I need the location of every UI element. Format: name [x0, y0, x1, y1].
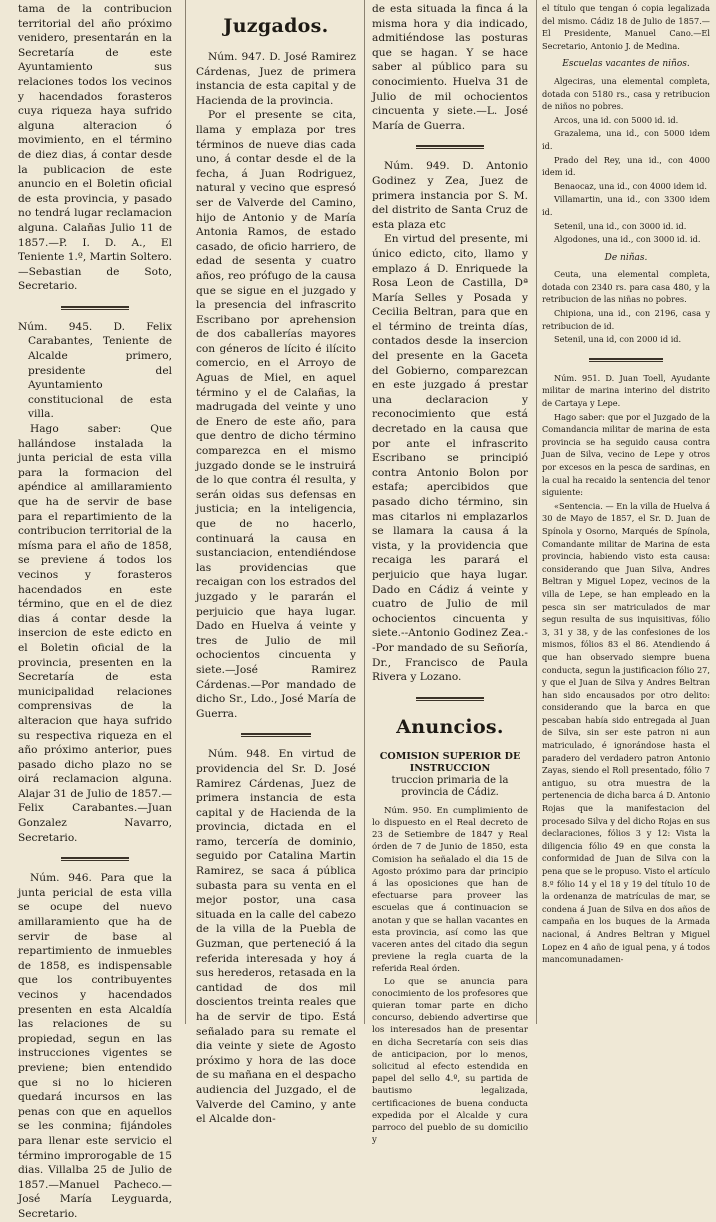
list-item: Prado del Rey, una id., con 4000 idem id.	[542, 154, 710, 178]
notice-947-body: Por el presente se cita, llama y emplaza por tres términos de nueve dias cada uno, á contar desde el de la fecha, á Juan Rodriguez, natural y vecino que espresó ser de Valverde del Camino, hijo de Antonio y de María Antonia Ramos, de estado casado, de oficio harriero, de edad de sesenta y cuatro años, reo prófugo de la causa que se sigue en el juzgado y la presencia del infrascrito Escribano por aprehension de dos caballerías mayores con géneros de lícito é ilícito comercio, en el Arroyo de Aguas de Miel, en aquel término y el de Calañas, la madrugada del veinte y uno de Enero de este año, para que dentro de dicho término comparezca en el mismo juzgado donde se le instruirá de lo que contra él resulta, y serán oidas sus defensas en justicia; en la inteligencia, que de no hacerlo, continuará la causa en sustanciacion, entendiéndose las providencias que recaigan con los estrados del juzgado y le pararán el perjuicio que haya lugar. Dado en Huelva á veinte y tres de Julio de mil ochocientos cincuenta y siete.—José Ramirez Cárdenas.—Por mandado de dicho Sr., Ldo., José María de Guerra.	[196, 109, 356, 720]
column-1	[18, 0, 172, 1220]
section-heading-juzgados: Juzgados.	[223, 15, 329, 37]
column-3	[372, 0, 528, 1146]
column-rule	[364, 0, 365, 1024]
list-item: Chipiona, una id., con 2196, casa y retribucion de id.	[542, 308, 710, 331]
list-item: Benaocaz, una id., con 4000 idem id.	[554, 180, 707, 191]
schools-girls-heading: De niñas.	[604, 252, 648, 263]
section-separator	[61, 857, 129, 861]
list-item: Setenil, una id., con 3000 id. id.	[554, 220, 687, 231]
notice-948: Núm. 948. En virtud de providencia del Sr. D. José Ramirez Cárdenas, Juez de primera instancia de esta capital y de Hacienda de la provincia, dictada en el ramo, tercería de dominio, seguido por Catalina Martin Ramirez, se saca á pública subasta para su venta en el mejor postor, una casa situada en la calle del cabezo de la villa de la Puebla de Guzman, que perteneció á la referida interesada y hoy á sus herederos, retasada en la cantidad de dos mil doscientos treinta reales que ha de servir de tipo. Está señalado para su remate el dia veinte y siete de Agosto próximo y hora de las doce de su mañana en el despacho audiencia del Juzgado, el de Valverde del Camino, y ante el Alcalde don-	[196, 748, 356, 1126]
column-rule	[185, 0, 186, 1024]
schools-girls-list	[542, 268, 710, 346]
notice-949-heading: Núm. 949. D. Antonio Godinez y Zea, Juez de primera instancia por S. M. del distrito de Santa Cruz de esta plaza etc	[372, 160, 528, 231]
notice-951-heading: Núm. 951. D. Juan Toell, Ayudante militar de marina interino del distrito de Cartaya y Lepe.	[542, 372, 710, 409]
notice-945-body: Hago saber: Que hallándose instalada la junta pericial de esta villa para la formacion del apéndice al amillaramiento que ha de servir de base para el repartimiento de la contribucion territorial de la mísma para el año de 1858, se previene á todos los vecinos y forasteros hacendados en este término, que en el de diez dias á contar desde la insercion de este edicto en el Boletin oficial de la provincia, presenten en la Secretaría de esta municipalidad relaciones comprensivas de la alteracion que haya sufrido su respectiva riqueza en el año próximo anterior, pues pasado dicho plazo no se oirá reclamacion alguna. Alajar 31 de Julio de 1857.—Felix Carabantes.—Juan Gonzalez Navarro, Secretario.	[18, 423, 172, 844]
column-rule	[536, 0, 537, 1024]
section-heading-anuncios: Anuncios.	[396, 715, 504, 738]
list-item: Arcos, una id. con 5000 id. id.	[554, 114, 679, 125]
list-item: Algodones, una id., con 3000 id. id.	[554, 234, 701, 245]
comision-subtitle: truccion primaria de la provincia de Cádiz.	[391, 774, 509, 798]
notice-945-heading: Núm. 945. D. Felix Carabantes, Teniente de Alcalde primero, presidente del Ayuntamiento constitucional de esta villa.	[18, 320, 172, 421]
comision-title: COMISION SUPERIOR DE INSTRUCCION	[379, 750, 521, 774]
section-separator	[416, 145, 485, 149]
section-separator	[61, 306, 129, 310]
notice-949-body: En virtud del presente, mi único edicto, cito, llamo y emplazo á D. Enriquede la Rosa Leon de Castilla, Dª María Selles y Posada y Cecilia Beltran, para que en el término de treinta días, contados desde la insercion del presente en la Gaceta del Gobierno, comparezcan en este juzgado á prestar una declaracion y reconocimiento que está decretado en la causa que por ante el infrascrito Escribano se principió contra Antonio Bolon por estafa; apercibidos que pasado dicho término, sin mas citarlos ni emplazarlos se llamara la causa á la vista, y la providencia que recaiga les parará el perjuicio que haya lugar. Dado en Cádiz á veinte y cuatro de Julio de mil ochocientos cincuenta y siete.--Antonio Godinez Zea.--Por mandado de su Señoría, Dr., Francisco de Paula Rivera y Lozano.	[372, 233, 528, 684]
section-separator	[589, 358, 663, 362]
section-separator	[241, 733, 311, 737]
notice-950-body: Lo que se anuncia para conocimiento de los profesores que quieran tomar parte en dicho concurso, debiendo advertirse que los interesados han de presentar en dicha Secretaría con seis dias de anticipacion, por lo menos, solicitud al efecto estendida en papel del sello 4.º, su partida de bautismo legalizada, certificaciones de buena conducta expedida por el Alcalde y cura parroco del pueblo de su domicilio y	[372, 976, 528, 1146]
paragraph-continued: el título que tengan ó copia legalizada del mismo. Cádiz 18 de Julio de 1857.—El Presidente, Manuel Cano.—El Secretario, Antonio J. de Medina.	[542, 3, 710, 51]
schools-boys-heading: Escuelas vacantes de niños.	[562, 59, 690, 70]
list-item: Ceuta, una elemental completa, dotada con 2340 rs. para casa 480, y la retribucion de las niñas no pobres.	[542, 269, 710, 305]
notice-951-body: Hago saber: que por el Juzgado de la Comandancia militar de marina de esta provincia se ha seguido causa contra Juan de Silva, vecino de Lepe y otros por excesos en la pesca de sardinas, en la cual ha recaido la sentencia del tenor siguiente:	[542, 411, 710, 498]
list-item: Setenil, una id, con 2000 id id.	[554, 334, 682, 345]
notice-946: Núm. 946. Para que la junta pericial de esta villa se ocupe del nuevo amillaramiento que ha de servir de base al repartimiento de inmuebles de 1858, es indispensable que los contribuyentes vecinos y hacendados presenten en esta Alcaldía las relaciones de su propiedad, segun en las instrucciones vigentes se previene; bien entendido que si no lo hicieren quedará incursos en las penas con que en aquellos se les conmina; fijándoles para llenar este servicio el término improrogable de 15 dias. Villalba 25 de Julio de 1857.—Manuel Pacheco.—José María Leyguarda, Secretario.	[18, 872, 172, 1220]
list-item: Villamartin, una id., con 3300 idem id.	[542, 194, 710, 217]
paragraph-continued: de esta situada la finca á la misma hora y dia indicado, admitiéndose las posturas que se hagan. Y se hace saber al público para su conocimiento. Huelva 31 de Julio de mil ochocientos cincuenta y siete.—L. José María de Guerra.	[372, 3, 528, 132]
column-4	[542, 0, 710, 1024]
paragraph-continued: tama de la contribucion territorial del año próximo venidero, presentarán en la Secretaría de este Ayuntamiento sus relaciones todos los vecinos y hacendados forasteros cuya riqueza haya sufrido alguna alteracion ó movimiento, en el término de diez dias, á contar desde la publicacion de este anuncio en el Boletin oficial de esta provincia, y pasado no tendrá lugar reclamacion alguna. Calañas Julio 11 de 1857.—P. I. D. A., El Teniente 1.º, Martin Soltero.—Sebastian de Soto, Secretario.	[18, 3, 172, 293]
notice-950: Núm. 950. En cumplimiento de lo dispuesto en el Real decreto de 23 de Setiembre de 1847 y Real órden de 7 de Junio de 1850, esta Comision ha señalado el dia 15 de Agosto próximo para dar principio á las oposiciones que han de efectuarse para proveer las escuelas que á continuacion se anotan y que se hallan vacantes en esta provincia, así como las que vaceren antes del citado dia segun previene la regla cuarta de la referida Real órden.	[372, 805, 528, 975]
section-separator	[416, 697, 485, 701]
list-item: Algeciras, una elemental completa, dotada con 5180 rs., casa y retribucion de niños no pobres.	[542, 75, 710, 112]
schools-boys-list	[542, 75, 710, 246]
column-2	[196, 0, 356, 1126]
notice-951-sentence: «Sentencia. — En la villa de Huelva á 30 de Mayo de 1857, el Sr. D. Juan de Spínola y Osorno, Marqués de Spínola, Comandante militar de Marina de esta provincia, habiendo visto esta causa: considerando que Juan Silva, Andres Beltran y Miguel Lopez, vecinos de la villa de Lepe, se han empleado en la pesca sin ser matriculados de mar segun resulta de sus inquisitivas, fólio 3, 31 y 38, y de las confesiones de los mismos, fólios 83 el 86. Atendiendo á que han observado siempre buena conducta, segun la justificacion fólio 27, y que el Juan de Silva y Andres Beltran han sido encausados por otro delito: considerando que la barca en que pescaban había sido entregada al Juan de Silva, sin ser este patron ni aun matriculado, é ignorándose hasta el paradero del verdadero patron Antonio Zayas, siendo el Roll presentado, fólio 7 antiguo, su otra muestra de la pertenencia de dicha barca á D. Antonio Rojas que la manifestacion del procesado Silva y del dicho Rojas en sus declaraciones, fólios 3 y 12: Vista la diligencia fólio 49 en que consta la conformidad de Juan de Silva con la pena que se le propuso. Visto el artículo 8.º fólio 14 y el 18 y 19 del título 10 de la ordenanza de matrículas de mar, se condena á Juan de Silva en dos años de campaña en los buques de la Armada nacional, á Andres Beltran y Miguel Lopez en 4 año de igual pena, y á todos mancomunadamen-	[542, 500, 710, 965]
notice-947-heading: Núm. 947. D. José Ramirez Cárdenas, Juez de primera instancia de esta capital y de Hacienda de la provincia.	[196, 51, 356, 107]
list-item: Grazalema, una id., con 5000 idem id.	[542, 128, 710, 151]
